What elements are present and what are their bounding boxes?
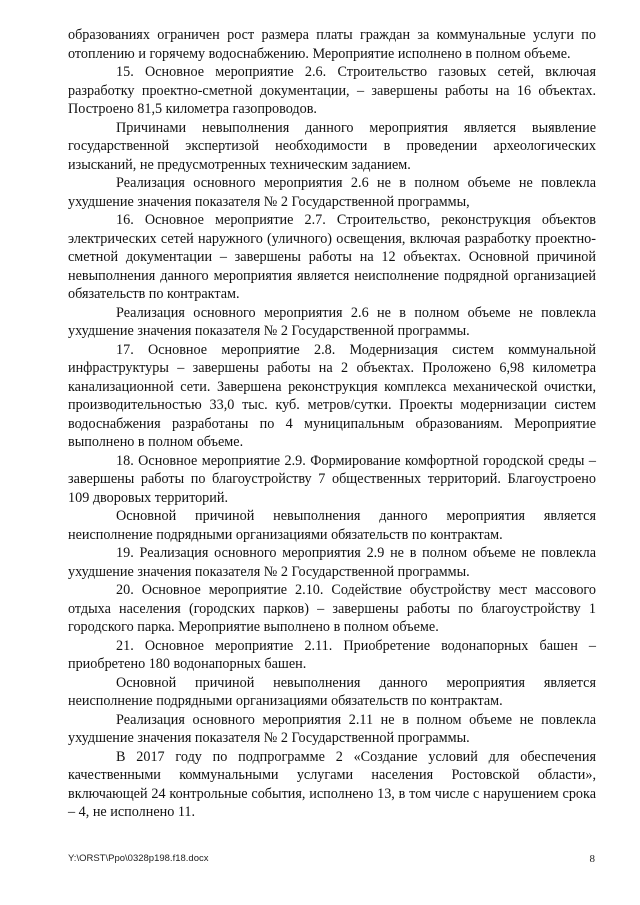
footer-page-number: 8 [589, 853, 595, 865]
paragraph-item-17: 17. Основное мероприятие 2.8. Модернизация систем коммунальной инфраструктуры – завершены работы на 2 объектах. Проложено 6,98 километра канализационной сети. Завершена реконструкция комплекса механической очистки, производительностью 33,0 тыс. куб. метров/сутки. Проекты модернизации систем водоснабжения разработаны по 4 муниципальным образованиям. Мероприятие выполнено в полном объеме. [68, 341, 596, 450]
paragraph-impact-21: Реализация основного мероприятия 2.11 не в полном объеме не повлекла ухудшение значения показателя № 2 Государственной программы. [68, 711, 596, 746]
paragraph-continuation: образованиях ограничен рост размера платы граждан за коммунальные услуги по отоплению и горячему водоснабжению. Мероприятие исполнено в полном объеме. [68, 27, 596, 62]
paragraph-impact-15: Реализация основного мероприятия 2.6 не в полном объеме не повлекла ухудшение значения показателя № 2 Государственной программы, [68, 175, 596, 210]
paragraph-item-18: 18. Основное мероприятие 2.9. Формирование комфортной городской среды – завершены работы по благоустройству 7 общественных территорий. Благоустроено 109 дворовых территорий. [68, 452, 596, 506]
paragraph-item-19: 19. Реализация основного мероприятия 2.9 не в полном объеме не повлекла ухудшение значения показателя № 2 Государственной программы. [68, 545, 596, 580]
paragraph-reason-21: Основной причиной невыполнения данного мероприятия является неисполнение подрядными организациями обязательств по контрактам. [68, 674, 596, 709]
footer-file-path: Y:\ORST\Ppo\0328p198.f18.docx [68, 853, 209, 864]
paragraph-item-16: 16. Основное мероприятие 2.7. Строительство, реконструкция объектов электрических сетей наружного (уличного) освещения, включая разработку проектно-сметной документации – завершены работы на 12 объектах. Основной причиной невыполнения данного мероприятия является неисполнение подрядной организацией обязательств по контрактам. [68, 212, 596, 302]
paragraph-summary-2017: В 2017 году по подпрограмме 2 «Создание условий для обеспечения качественными коммунальными услугами населения Ростовской области», включающей 24 контрольные события, исполнено 13, в том числе с нарушением срока – 4, не исполнено 11. [68, 748, 596, 820]
paragraph-item-21: 21. Основное мероприятие 2.11. Приобретение водонапорных башен – приобретено 180 водонапорных башен. [68, 637, 596, 672]
paragraph-reason-18: Основной причиной невыполнения данного мероприятия является неисполнение подрядными организациями обязательств по контрактам. [68, 508, 596, 543]
paragraph-item-15: 15. Основное мероприятие 2.6. Строительство газовых сетей, включая разработку проектно-сметной документации, – завершены работы на 16 объектах. Построено 81,5 километра газопроводов. [68, 64, 596, 117]
paragraph-impact-16: Реализация основного мероприятия 2.6 не в полном объеме не повлекла ухудшение значения показателя № 2 Государственной программы. [68, 304, 596, 339]
paragraph-item-20: 20. Основное мероприятие 2.10. Содействие обустройству мест массового отдыха населения (городских парков) – завершены работы по благоустройству 1 городского парка. Мероприятие выполнено в полном объеме. [68, 582, 596, 635]
document-body [68, 26, 596, 822]
paragraph-reason-15: Причинами невыполнения данного мероприятия является выявление государственной экспертизой необходимости в проведении археологических изысканий, не предусмотренных техническим заданием. [68, 119, 596, 173]
